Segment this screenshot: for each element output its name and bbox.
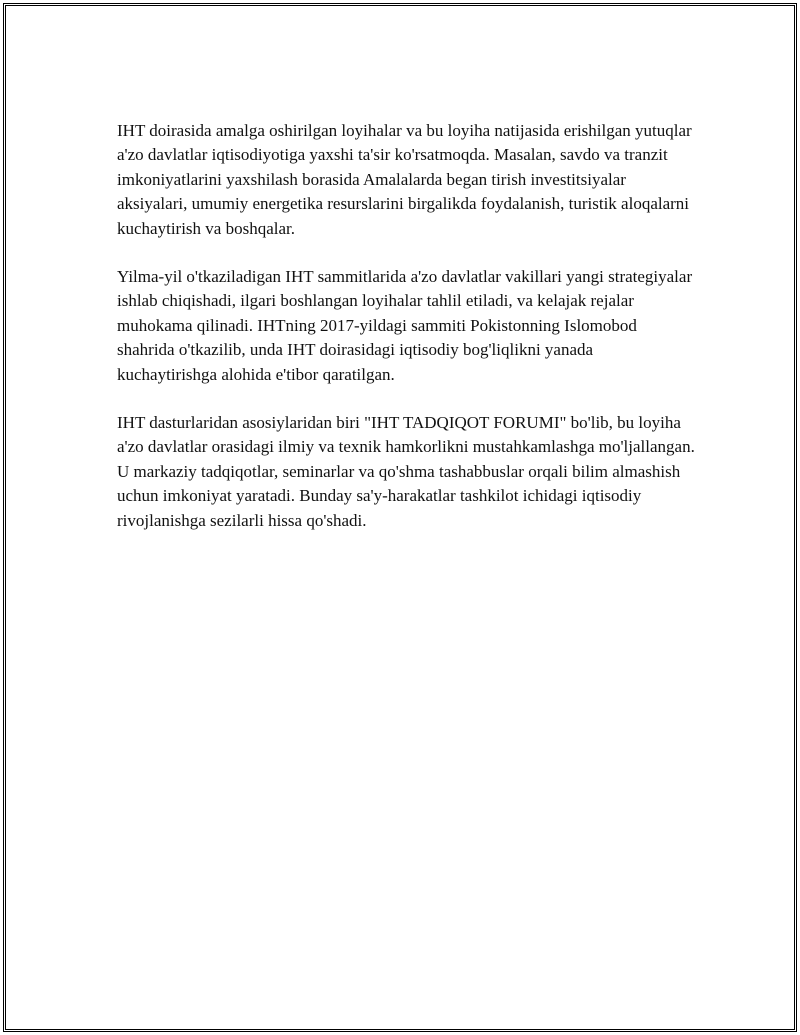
paragraph-1: IHT doirasida amalga oshirilgan loyihalar va bu loyiha natijasida erishilgan yutuqlar a'zo davlatlar iqtisodiyotiga yaxshi ta'sir ko'rsatmoqda. Masalan, savdo va tranzit imkoniyatlarini yaxshilash borasida Amalalarda began tirish investitsiyalar aksiyalari, umumiy energetika resurslarini birgalikda foydalanish, turistik aloqalarni kuchaytirish va boshqalar. [117, 121, 692, 238]
paragraph-2: Yilma-yil o'tkaziladigan IHT sammitlarida a'zo davlatlar vakillari yangi strategiyalar ishlab chiqishadi, ilgari boshlangan loyihalar tahlil etiladi, va kelajak rejalar muhokama qilinadi. IHTning 2017-yildagi sammiti Pokistonning Islomobod shahrida o'tkazilib, unda IHT doirasidagi iqtisodiy bog'liqlikni yanada kuchaytirishga alohida e'tibor qaratilgan. [117, 267, 693, 384]
document-body [117, 119, 695, 557]
paragraph-3: IHT dasturlaridan asosiylaridan biri "IHT TADQIQOT FORUMI" bo'lib, bu loyiha a'zo davlatlar orasidagi ilmiy va texnik hamkorlikni mustahkamlashga mo'ljallangan. U markaziy tadqiqotlar, seminarlar va qo'shma tashabbuslar orqali bilim almashish uchun imkoniyat yaratadi. Bunday sa'y-harakatlar tashkilot ichidagi iqtisodiy rivojlanishga sezilarli hissa qo'shadi. [117, 413, 695, 530]
